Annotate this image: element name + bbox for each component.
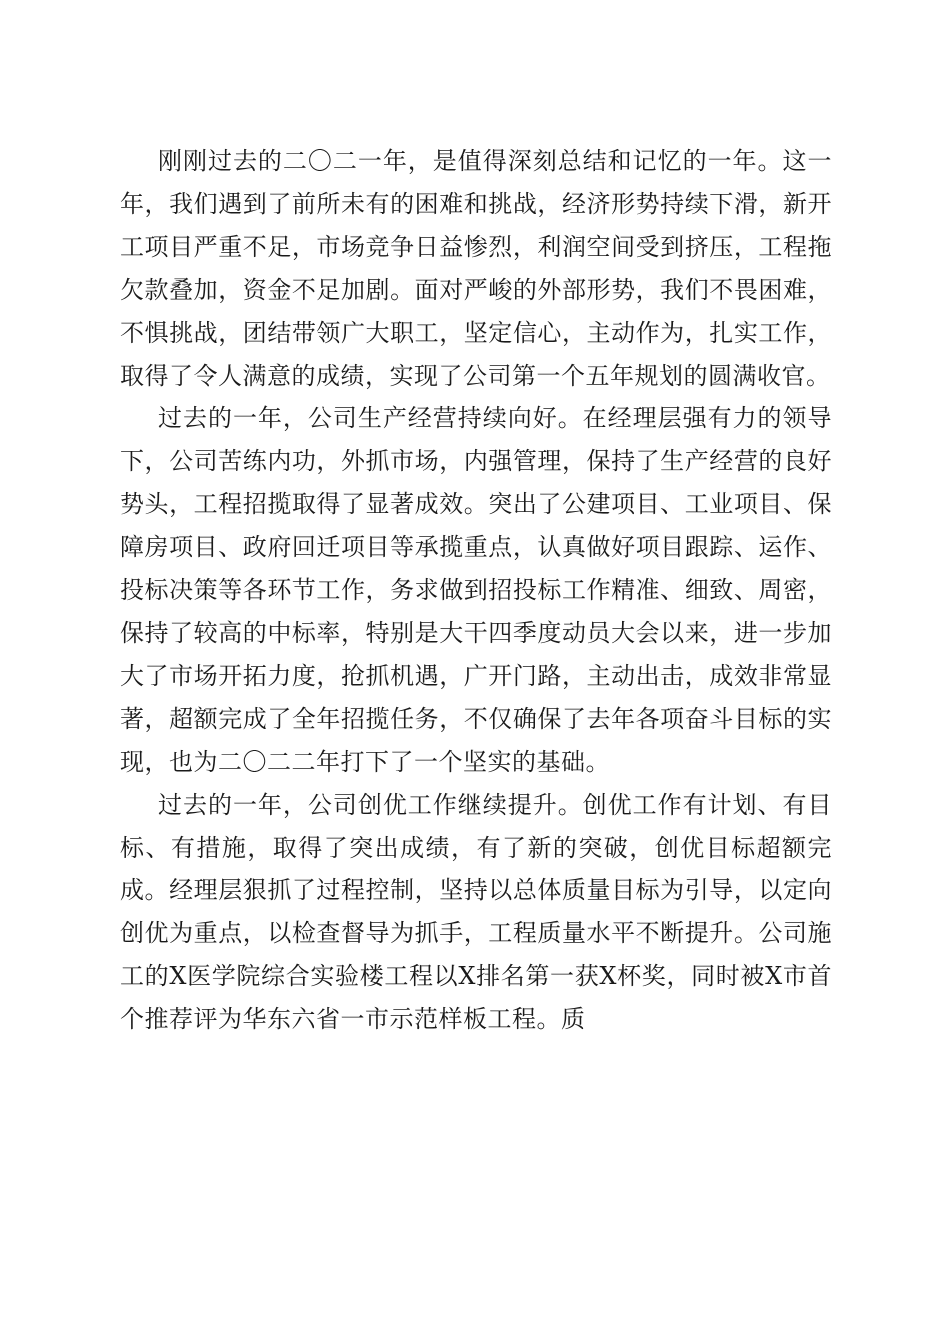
paragraph-2: 过去的一年，公司生产经营持续向好。在经理层强有力的领导下，公司苦练内功，外抓市场，内强管理，保持了生产经营的良好势头，工程招揽取得了显著成效。突出了公建项目、工业项目、保障房项目、政府回迁项目等承揽重点，认真做好项目跟踪、运作、投标决策等各环节工作，务求做到招投标工作精准、细致、周密，保持了较高的中标率，特别是大干四季度动员大会以来，进一步加大了市场开拓力度，抢抓机遇，广开门路，主动出击，成效非常显著，超额完成了全年招揽任务，不仅确保了去年各项奋斗目标的实现，也为二〇二二年打下了一个坚实的基础。: [120, 404, 832, 776]
document-body: [120, 140, 832, 1041]
paragraph-3: 过去的一年，公司创优工作继续提升。创优工作有计划、有目标、有措施，取得了突出成绩，有了新的突破，创优目标超额完成。经理层狠抓了过程控制，坚持以总体质量目标为引导，以定向创优为重点，以检查督导为抓手，工程质量水平不断提升。公司施工的X医学院综合实验楼工程以X排名第一获X杯奖，同时被X市首个推荐评为华东六省一市示范样板工程。质: [120, 790, 832, 1034]
paragraph-1: 刚刚过去的二〇二一年，是值得深刻总结和记忆的一年。这一年，我们遇到了前所未有的困难和挑战，经济形势持续下滑，新开工项目严重不足，市场竞争日益惨烈，利润空间受到挤压，工程拖欠款叠加，资金不足加剧。面对严峻的外部形势，我们不畏困难，不惧挑战，团结带领广大职工，坚定信心，主动作为，扎实工作，取得了令人满意的成绩，实现了公司第一个五年规划的圆满收官。: [120, 147, 832, 390]
